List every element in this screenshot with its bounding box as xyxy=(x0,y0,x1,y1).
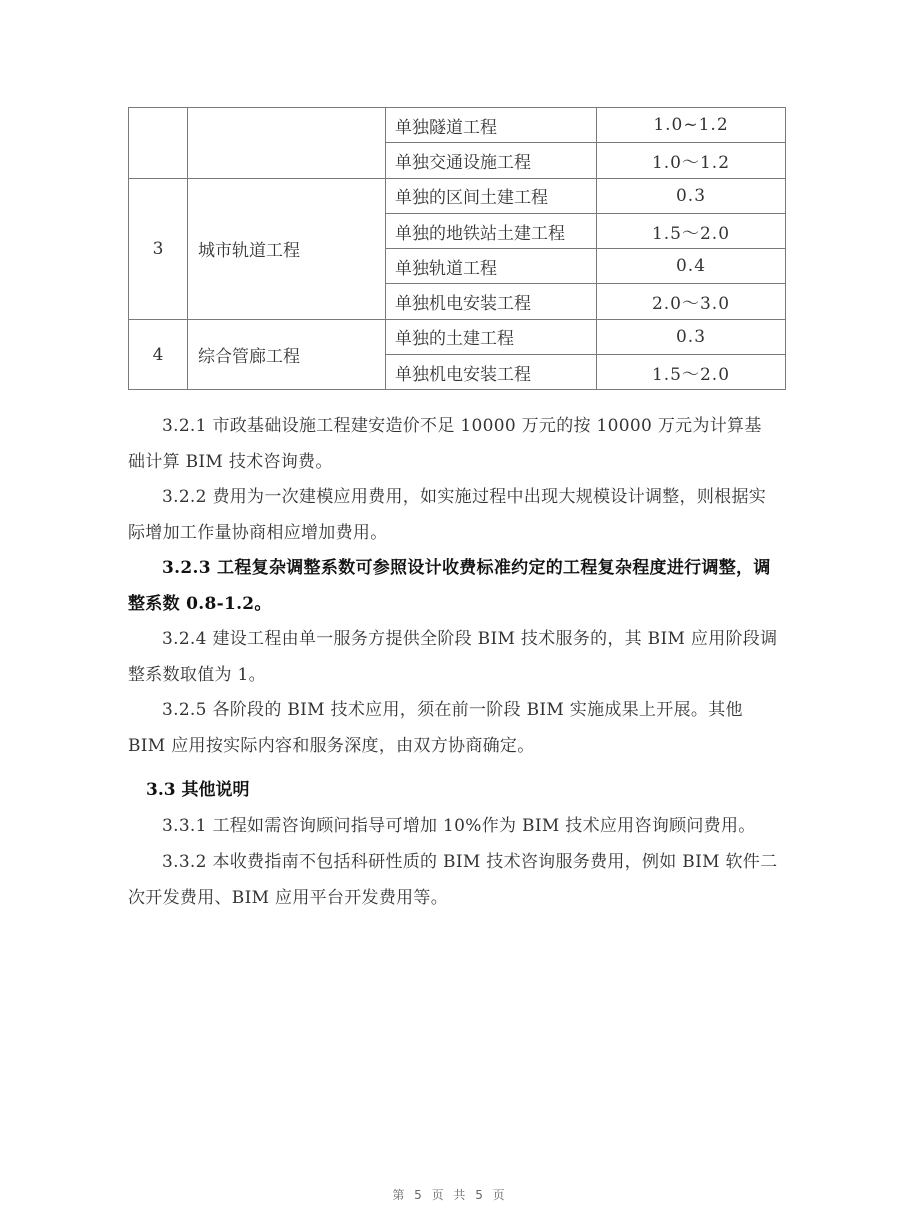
paragraph-3-3-1: 3.3.1 工程如需咨询顾问指导可增加 10%作为 BIM 技术应用咨询顾问费用。 xyxy=(162,816,756,836)
item-cell: 单独轨道工程 xyxy=(386,249,597,284)
paragraph-3-2-5: 3.2.5 各阶段的 BIM 技术应用，须在前一阶段 BIM 实施成果上开展。其他 BIM 应用按实际内容和服务深度，由双方协商确定。 xyxy=(128,700,743,756)
value-cell: 0.3 xyxy=(597,178,786,213)
paragraph-3-2-4: 3.2.4 建设工程由单一服务方提供全阶段 BIM 技术服务的，其 BIM 应用阶段调整系数取值为 1。 xyxy=(128,629,778,685)
item-cell: 单独机电安装工程 xyxy=(386,284,597,319)
section-heading-3-3: 3.3 其他说明 xyxy=(146,780,250,800)
paragraph-3-2-1: 3.2.1 市政基础设施工程建安造价不足 10000 万元的按 10000 万元为计算基础计算 BIM 技术咨询费。 xyxy=(128,416,762,472)
table-row xyxy=(129,108,786,143)
item-cell: 单独的区间土建工程 xyxy=(386,178,597,213)
value-cell: 1.0~1.2 xyxy=(597,108,786,143)
category-cell: 综合管廊工程 xyxy=(188,319,386,390)
row-number-cell xyxy=(129,108,188,179)
value-cell: 0.3 xyxy=(597,319,786,354)
table-row xyxy=(129,178,786,213)
item-cell: 单独交通设施工程 xyxy=(386,143,597,178)
table-row xyxy=(129,319,786,354)
paragraph-3-2-2: 3.2.2 费用为一次建模应用费用，如实施过程中出现大规模设计调整，则根据实际增加工作量协商相应增加费用。 xyxy=(128,487,767,543)
value-cell: 2.0～3.0 xyxy=(597,284,786,319)
fee-coefficient-table xyxy=(128,107,786,390)
item-cell: 单独机电安装工程 xyxy=(386,355,597,390)
item-cell: 单独隧道工程 xyxy=(386,108,597,143)
item-cell: 单独的地铁站土建工程 xyxy=(386,213,597,248)
item-cell: 单独的土建工程 xyxy=(386,319,597,354)
value-cell: 1.5～2.0 xyxy=(597,355,786,390)
category-cell xyxy=(188,108,386,179)
row-number-cell: 3 xyxy=(129,178,188,319)
page-number-footer: 第 5 页 共 5 页 xyxy=(392,1188,508,1202)
value-cell: 0.4 xyxy=(597,249,786,284)
paragraph-3-2-3: 3.2.3 工程复杂调整系数可参照设计收费标准约定的工程复杂程度进行调整，调整系数 0.8-1.2。 xyxy=(128,558,771,614)
paragraph-3-3-2: 3.3.2 本收费指南不包括科研性质的 BIM 技术咨询服务费用，例如 BIM 软件二次开发费用、BIM 应用平台开发费用等。 xyxy=(128,852,778,908)
value-cell: 1.0～1.2 xyxy=(597,143,786,178)
row-number-cell: 4 xyxy=(129,319,188,390)
value-cell: 1.5～2.0 xyxy=(597,213,786,248)
category-cell: 城市轨道工程 xyxy=(188,178,386,319)
